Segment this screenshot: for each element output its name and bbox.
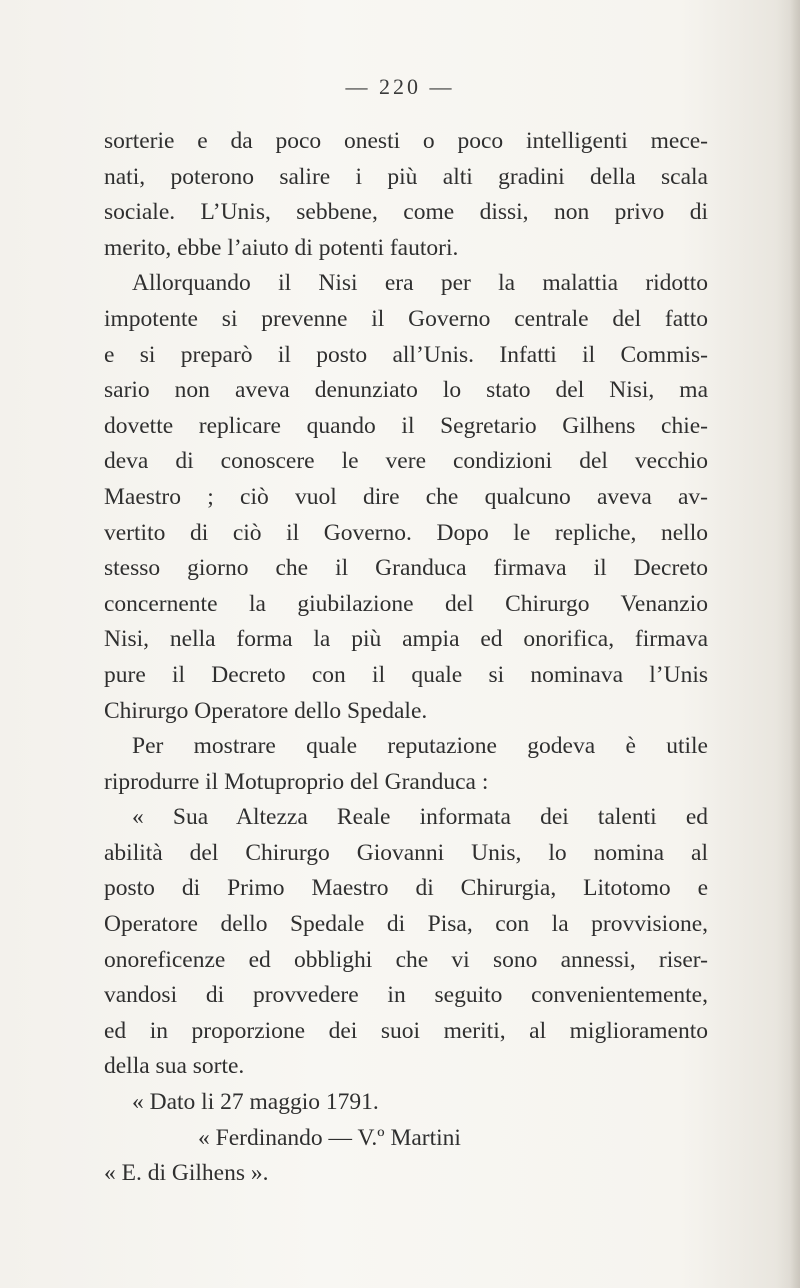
text-line: ed in proporzione dei suoi meriti, al miglioramento	[104, 1017, 708, 1044]
text-line: sario non aveva denunziato lo stato del Nisi, ma	[104, 377, 708, 404]
text-line: merito, ebbe l’aiuto di potenti fautori.	[104, 234, 459, 261]
text-line: vertito di ciò il Governo. Dopo le repliche, nello	[104, 519, 708, 546]
text-line: impotente si prevenne il Governo centrale del fatto	[104, 305, 708, 332]
text-line: Maestro ; ciò vuol dire che qualcuno aveva av-	[104, 483, 708, 510]
page-edge-shadow	[790, 0, 800, 1288]
text-line: onoreficenze ed obblighi che vi sono annessi, riser-	[104, 946, 708, 973]
text-line: riprodurre il Motuproprio del Granduca :	[104, 768, 489, 795]
text-line: Nisi, nella forma la più ampia ed onorifica, firmava	[104, 626, 708, 653]
text-line: sorterie e da poco onesti o poco intelligenti mece-	[104, 128, 708, 154]
text-line: vandosi di provvedere in seguito convenientemente,	[104, 982, 708, 1009]
signature-line: « Ferdinando — V.º Martini	[198, 1124, 461, 1151]
body-text	[104, 124, 708, 1192]
text-line: stesso giorno che il Granduca firmava il Decreto	[104, 555, 708, 582]
text-line: posto di Primo Maestro di Chirurgia, Litotomo e	[104, 875, 708, 902]
date-line: « Dato li 27 maggio 1791.	[132, 1089, 379, 1116]
text-line: pure il Decreto con il quale si nominava l’Unis	[104, 661, 708, 688]
countersignature-line: « E. di Gilhens ».	[104, 1160, 269, 1187]
text-line: « Sua Altezza Reale informata dei talenti ed	[132, 804, 708, 831]
text-line: Allorquando il Nisi era per la malattia ridotto	[132, 270, 708, 297]
text-line: deva di conoscere le vere condizioni del vecchio	[104, 448, 708, 475]
page-number: — 220 —	[345, 74, 455, 99]
text-line: sociale. L’Unis, sebbene, come dissi, non privo di	[104, 199, 708, 226]
text-line: nati, poterono salire i più alti gradini della scala	[104, 163, 708, 190]
text-line: della sua sorte.	[104, 1053, 245, 1080]
text-line: abilità del Chirurgo Giovanni Unis, lo nomina al	[104, 839, 708, 866]
text-line: Chirurgo Operatore dello Spedale.	[104, 697, 428, 724]
text-line: Per mostrare quale reputazione godeva è utile	[132, 733, 708, 760]
text-line: Operatore dello Spedale di Pisa, con la provvisione,	[104, 911, 708, 938]
text-line: dovette replicare quando il Segretario Gilhens chie-	[104, 412, 708, 439]
text-line: concernente la giubilazione del Chirurgo Venanzio	[104, 590, 708, 617]
text-line: e si preparò il posto all’Unis. Infatti il Commis-	[104, 341, 708, 368]
